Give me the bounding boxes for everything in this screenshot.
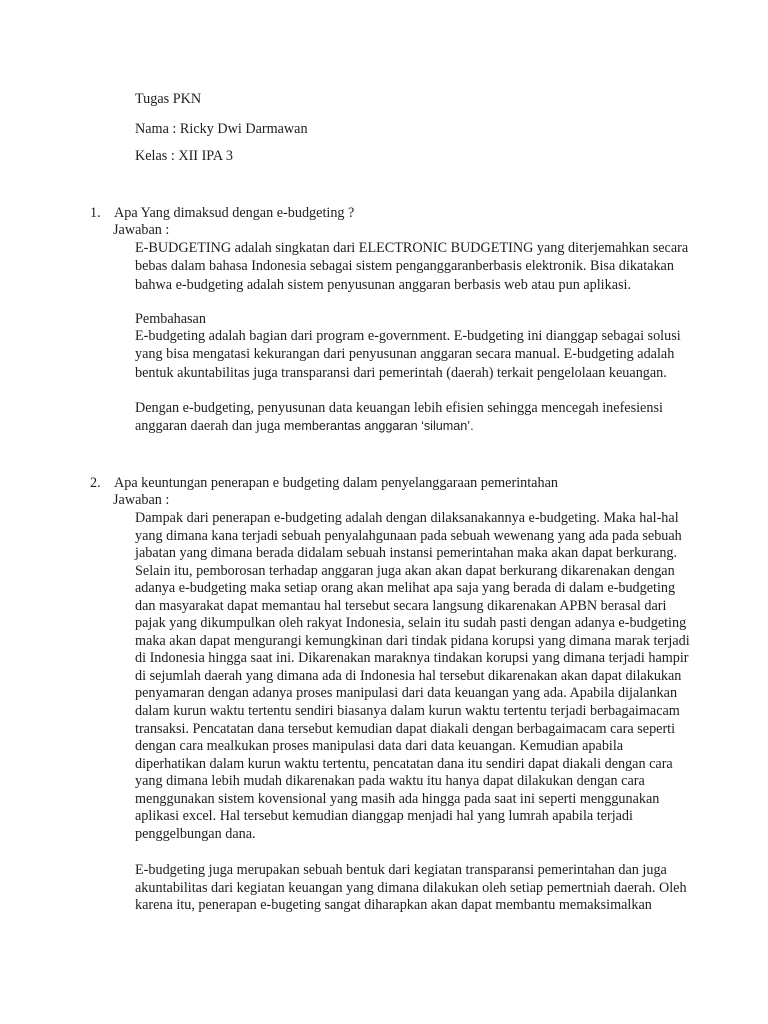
paragraph-line: yang dimana kana terjadi sebuah penyalahgunaan pada sebuah wewenang yang ada pada sebuah xyxy=(135,527,682,544)
question-2 xyxy=(90,475,558,492)
sans-fragment: memberantas anggaran ‘siluman’. xyxy=(280,419,474,434)
discussion-title: Pembahasan xyxy=(135,311,206,327)
question-1 xyxy=(90,205,354,222)
conclusion-paragraph xyxy=(135,399,663,436)
paragraph-line: diperhatikan dalam kurun waktu tertentu, pencatatan dana itu sendiri dapat diakali dengan cara xyxy=(135,755,673,772)
paragraph-line: di Indonesia hingga saat ini. Dikarenakan maraknya tindakan korupsi yang dimana terjadi hampir xyxy=(135,650,689,667)
paragraph-line: E-BUDGETING adalah singkatan dari ELECTRONIC BUDGETING yang diterjemahkan secara xyxy=(135,240,689,256)
answer-label: Jawaban : xyxy=(113,222,170,238)
answer-label: Jawaban : xyxy=(113,492,170,508)
paragraph-line: jabatan yang dimana berada didalam sebuah instansi pemerintahan maka akan dapat berkurang. xyxy=(135,545,678,562)
student-name: Nama : Ricky Dwi Darmawan xyxy=(135,121,308,137)
question-number: 2. xyxy=(90,475,101,491)
paragraph-line: Dengan e-budgeting, penyusunan data keuangan lebih efisien sehingga mencegah inefesiensi xyxy=(135,400,663,416)
paragraph-line: bahwa e-budgeting adalah sistem penyusunan anggaran berbasis web atau pun aplikasi. xyxy=(135,276,632,293)
answer-paragraph xyxy=(135,510,690,843)
paragraph-line: penyamaran dengan adanya proses manipulasi dari data keuangan yang ada. Apabila dijalankan xyxy=(135,685,678,702)
discussion-paragraph xyxy=(135,327,681,382)
paragraph-line xyxy=(135,417,655,435)
question-text: Apa Yang dimaksud dengan e-budgeting ? xyxy=(114,205,355,221)
paragraph-line: yang bisa mengatasi kekurangan dari penyusunan anggaran secara manual. E-budgeting adalah xyxy=(135,346,675,363)
paragraph-line: yang dimana lebih mudah dikarenakan pada waktu itu hanya dapat dilakukan dengan cara xyxy=(135,773,645,790)
paragraph-line: Selain itu, pemborosan terhadap anggaran juga akan akan dapat berkurang dikarenakan dengan xyxy=(135,562,675,579)
answer-paragraph xyxy=(135,239,689,294)
paragraph-line: menggunakan sistem kovensional yang masih ada hingga pada saat ini seperti menggunakan xyxy=(135,790,660,807)
paragraph-line: dan masyarakat dapat memantau hal tersebut secara langsung dikarenakan APBN berasal dari xyxy=(135,597,667,614)
document-title: Tugas PKN xyxy=(135,91,202,107)
paragraph-line: dalam kurun waktu tertentu sendiri biasanya dalam kurun waktu tertentu terjadi berbagaimacam xyxy=(135,703,680,720)
paragraph-line: penggelbungan dana. xyxy=(135,825,256,842)
student-class: Kelas : XII IPA 3 xyxy=(135,148,233,164)
paragraph-line: E-budgeting juga merupakan sebuah bentuk dari kegiatan transparansi pemerintahan dan juga xyxy=(135,862,667,878)
question-number: 1. xyxy=(90,205,101,221)
paragraph-line: E-budgeting adalah bagian dari program e-government. E-budgeting ini dianggap sebagai solusi xyxy=(135,328,681,344)
paragraph-line: pajak yang dikumpulkan oleh rakyat Indonesia, selain itu sudah pasti dengan adanya e-budgeting xyxy=(135,615,687,632)
paragraph-line: dengan cara mealkukan proses manipulasi data dari data keuangan. Kemudian apabila xyxy=(135,738,624,755)
paragraph-line: karena itu, penerapan e-bugeting sangat diharapkan akan dapat membantu memaksimalkan xyxy=(135,897,652,914)
paragraph-line: di sejumlah daerah yang dimana ada di Indonesia hal tersebut dikarenakan akan dapat dilakukan xyxy=(135,667,682,684)
serif-fragment: anggaran daerah dan juga xyxy=(135,418,281,435)
paragraph-line: transaksi. Pencatatan dana tersebut kemudian dapat diakali dengan berbagaimacam cara seperti xyxy=(135,720,676,737)
paragraph-line: maka akan dapat mengurangi kemungkinan dari tindak pidana korupsi yang dimana marak terjadi xyxy=(135,632,690,649)
answer-paragraph-2 xyxy=(135,862,687,915)
paragraph-line: aplikasi excel. Hal tersebut kemudian dianggap menjadi hal yang lumrah apabila terjadi xyxy=(135,808,633,825)
question-text: Apa keuntungan penerapan e budgeting dalam penyelanggaraan pemerintahan xyxy=(114,475,558,491)
paragraph-line: bentuk akuntabilitas juga transparansi dari pemerintah (daerah) terkait pengelolaan keuangan. xyxy=(135,364,667,381)
paragraph-line: bebas dalam bahasa Indonesia sebagai sistem penganggaranberbasis elektronik. Bisa dikatakan xyxy=(135,258,674,275)
paragraph-line: adanya e-budgeting maka setiap orang akan melihat apa saja yang berada di dalam e-budgeting xyxy=(135,580,676,597)
paragraph-line: akuntabilitas dari kegiatan keuangan yang dimana dilakukan oleh setiap pemertniah daerah. Oleh xyxy=(135,879,687,896)
paragraph-line: Dampak dari penerapan e-budgeting adalah dengan dilaksanakannya e-budgeting. Maka hal-hal xyxy=(135,510,679,526)
